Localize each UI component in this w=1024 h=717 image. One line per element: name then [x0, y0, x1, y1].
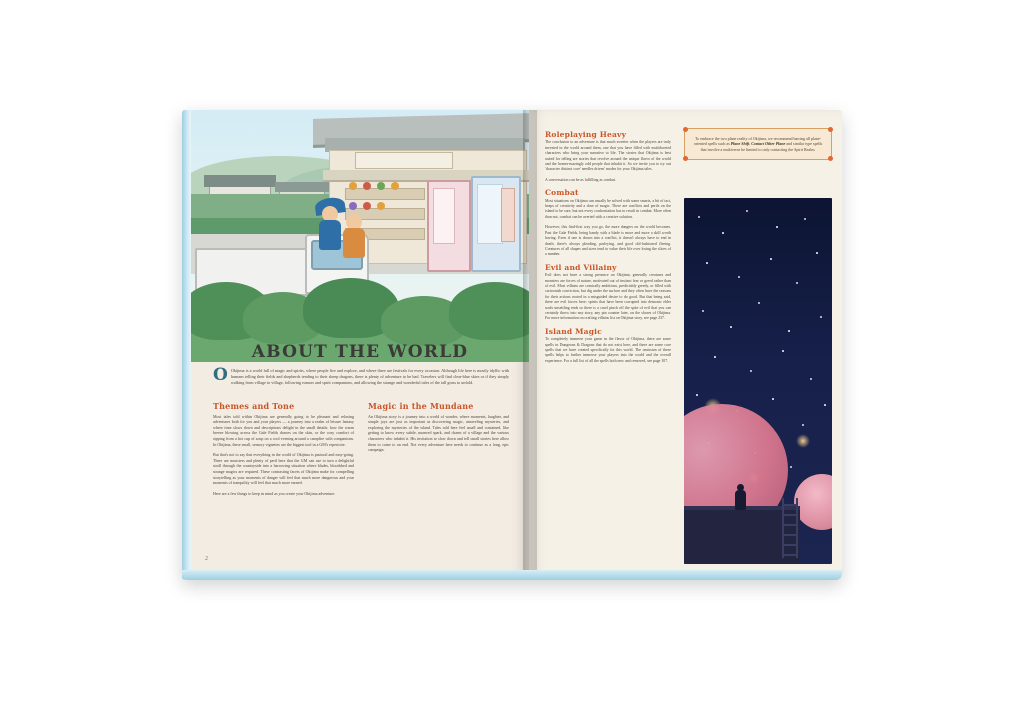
produce-item	[377, 202, 385, 210]
sidebar-callout	[684, 128, 832, 160]
section-themes-and-tone	[213, 401, 354, 496]
paragraph: Most situations on Okijima can usually be solved with some smarts, a bit of tact, heaps of creativity and a dose of magic. There are conflicts and perils on the island to be sure, but not every confrontation has to result in combat. More often than not, combat can be averted with a creative solution.	[545, 198, 671, 219]
book-bottom-edge	[182, 570, 842, 580]
ladder-rung	[782, 514, 798, 516]
open-book	[182, 110, 842, 580]
seated-figure	[734, 484, 746, 510]
star	[722, 232, 724, 234]
paragraph: However, this find-first way you go, the more dangers on the world becomes. Past the Gale Fields, being handy with a blade is more and more a skill worth having. Even if one is drawn into a conflict, it doesn't always have to end in death; there's always pleading, parleying, and good old-fashioned fleeing. Creatures of all shapes and sizes tend to value their life over losing the slices of a number.	[545, 225, 671, 257]
heading-island-magic: Island Magic	[545, 326, 602, 336]
page-number: 2	[205, 556, 208, 562]
ladder-rail	[782, 498, 784, 558]
vending-display	[433, 188, 455, 244]
star	[696, 394, 698, 396]
star	[770, 258, 772, 260]
heading-themes-and-tone: Themes and Tone	[213, 401, 295, 411]
ladder-rung	[782, 544, 798, 546]
produce-item	[349, 182, 357, 190]
left-page-columns	[213, 401, 509, 564]
right-page	[529, 110, 842, 580]
star	[702, 310, 704, 312]
paragraph: Most tales told within Okijima are generally going to be pleasant and relaxing adventures both for you and your players — a journey into a realm of leisure fantasy where time slows down and descriptions delight in the small details: how the warm breeze blowing across the Gale Fields dances on the skin, or the cozy comfort of sipping from a hot cup of soup on a cool evening around a campfire with companions. In Okijima, these small, sensory vignettes are the biggest tool in a GM's repertoire.	[213, 413, 354, 447]
star	[738, 276, 740, 278]
star	[698, 216, 700, 218]
book-spine-edge	[182, 110, 191, 580]
figure-body	[735, 490, 746, 510]
star	[804, 218, 806, 220]
heading-evil-and-villainy: Evil and Villainy	[545, 262, 617, 272]
character-orange	[341, 214, 367, 258]
paragraph: Here are a few things to keep in mind as you create your Okijima adventure.	[213, 490, 336, 496]
vending-machine-pink	[427, 180, 471, 272]
star	[714, 356, 716, 358]
paragraph: A conversation can be as fulfilling as combat.	[545, 177, 617, 182]
star	[802, 424, 804, 426]
ladder-rung	[782, 504, 798, 506]
ladder-rung	[782, 554, 798, 556]
section-magic-in-the-mundane	[368, 401, 509, 453]
ladder-rail	[796, 498, 798, 558]
lead-paragraph	[213, 365, 509, 387]
lead-text: Okijima is a world full of magic and spirits, where people live and explore, and where there are festivals for every occasion. Although life here is mostly idyllic with humans telling their fields and shepherds tending to their sheep dragons, there is plenty of adventure to be had. Travelers will find clear-blue skies or if they simply walking from village to village, following rumors and spirit companions, and allowing the strange and wonderful tales of the tall grass to unfold.	[230, 368, 509, 386]
star	[790, 466, 792, 468]
star	[730, 326, 732, 328]
produce-item	[377, 182, 385, 190]
callout-corner-dot	[683, 127, 688, 132]
produce-item	[349, 202, 357, 210]
star	[820, 316, 822, 318]
vending-display	[477, 184, 503, 244]
shop-sign	[355, 152, 453, 169]
left-page-illustration	[191, 110, 529, 362]
callout-corner-dot	[683, 156, 688, 161]
callout-emphasis-1: Plane Shift	[730, 141, 750, 147]
drop-cap: O	[213, 365, 228, 385]
heading-roleplaying-heavy: Roleplaying Heavy	[545, 130, 627, 139]
star	[824, 404, 826, 406]
star	[750, 370, 752, 372]
star	[776, 226, 778, 228]
ladder-rung	[782, 524, 798, 526]
star	[810, 378, 812, 380]
heading-magic-in-the-mundane: Magic in the Mundane	[368, 401, 474, 411]
left-page	[191, 110, 529, 580]
right-page-column	[545, 132, 671, 369]
paragraph: Evil does not have a strong presence on Okijima; generally creatures and monsters are forces of nature, motivated out of instinct fear or greed rather than of evil. Most villains are comically ambitious, predictably greedy, or filled with cartoonish conviction, but dig under the surface and they often have the reasons for their actions rooted in a misguided desire to do good. But that being said, there are evil forces here; spirits that have been corrupted into demonic elder souls unsettling ends so there is a cruel pinch off the spite of evil that you can certainly throw into any story, any pin counter later, on the shores of Okijima. For more information on crafting villains list on Okijima story, see page 237.	[545, 273, 671, 321]
shop-shelf	[345, 188, 425, 200]
star	[706, 262, 708, 264]
star	[788, 330, 790, 332]
produce-item	[391, 182, 399, 190]
callout-text-middle: ,	[749, 141, 752, 147]
paragraph: To completely immerse your game in the flavor of Okijima, there are some spells in Dungeons & Dragons that do not exist here, and there are some core spells that we have created specifically for this world. The omission of these spells helps to further immerse your players into the world and the overall experience. For a full list of all the spells both new and removed, see page 107.	[545, 337, 671, 363]
star	[772, 398, 774, 400]
paragraph: But that's not to say that everything in the world of Okijima is pastoral and easy-going. There are monsters and plenty of peril here that the GM can use to turn a delightful stroll through the countryside into a harrowing situation where blades, bloodshed and strange magics are required. These contrasting facets of Okijima make for compelling storytelling as your moments of danger will feel that much more dangerous and your moments of tranquility will feel that much more earned.	[213, 452, 354, 486]
callout-text-before: To embrace the two plane reality of Okijima, we recommend barring all plane-oriented spells such as	[693, 136, 821, 147]
vending-buttons	[501, 188, 515, 242]
ladder	[780, 498, 800, 558]
page-title-block	[191, 342, 529, 362]
produce-item	[363, 182, 371, 190]
spirit-light	[796, 434, 810, 448]
bush	[449, 282, 529, 340]
produce-item	[363, 202, 371, 210]
paragraph: The conclusion to an adventure is that much sweeter when the players are truly invested in the world around them, one that you have filled with multifaceted characters who bring your narrative to life. The stories that Okijima is best suited for telling are stories that revolve around the unique flavor of the world and the homes-mazingly odd people that inhabit it. So we invite you to try out 'character distinct core' needles driven' modes for your Okijima tales.	[545, 140, 671, 172]
vending-machine-blue	[471, 176, 521, 272]
character-body	[343, 228, 365, 258]
star	[782, 350, 784, 352]
star	[816, 252, 818, 254]
callout-corner-dot	[828, 127, 833, 132]
night-sky-illustration	[684, 198, 832, 564]
character-with-hat	[317, 206, 343, 250]
star	[758, 302, 760, 304]
paragraph: An Okijima story is a journey into a world of wonder, where moments, laughter, and simple joys are just as important as discovering magic, unraveling mysteries, and exploring the mysteries of the island. Tales told here feel small and contained, like getting to know every subtle, nuanced spark, and charm of a village and the various characters who inhabit it. His invitation to slow down and tell small stories here allow them to come to an end. Not every adventure here needs to continue as a long, epic campaign.	[368, 413, 509, 453]
heading-combat: Combat	[545, 188, 579, 198]
star	[796, 282, 798, 284]
page-title: ABOUT THE WORLD	[251, 342, 469, 362]
character-body	[319, 220, 341, 250]
star	[746, 210, 748, 212]
callout-text-after: and similar type spells that involve a multiverse be limited to only contacting the Spirit Realm.	[700, 141, 823, 152]
callout-emphasis-2: Contact Other Plane	[751, 141, 786, 147]
callout-corner-dot	[828, 156, 833, 161]
ladder-rung	[782, 534, 798, 536]
